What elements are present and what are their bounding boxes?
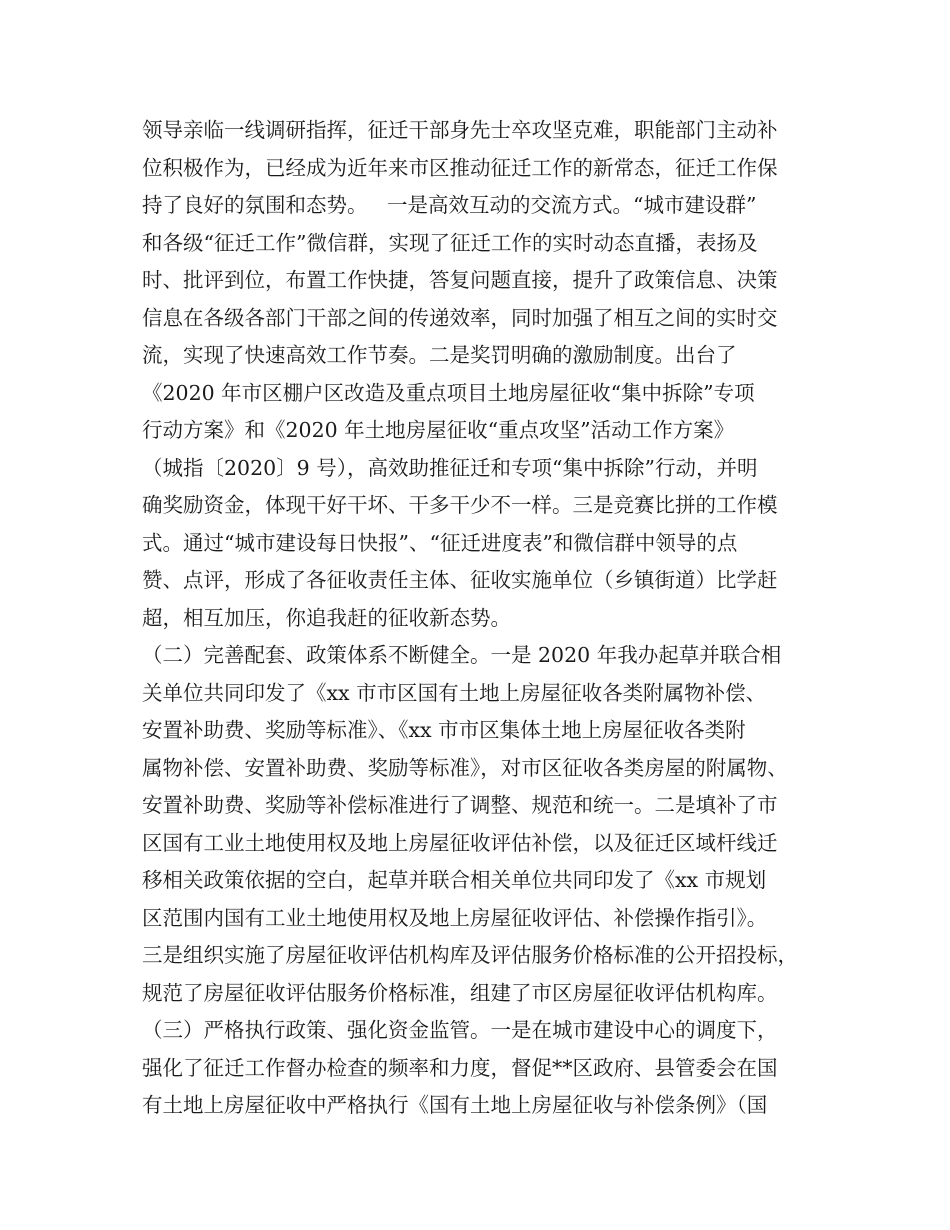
text-line: 有土地上房屋征收中严格执行《国有土地上房屋征收与补偿条例》（国 [142,1093,768,1117]
text-line: （城指〔2020〕9 号），高效助推征迁和专项“集中拆除”行动，并明 [142,455,758,480]
text-line: 区国有工业土地使用权及地上房屋征收评估补偿，以及征迁区域杆线迁 [142,830,778,855]
text-line: 三是组织实施了房屋征收评估机构库及评估服务价格标准的公开招投标， [142,943,798,967]
text-line: 行动方案》和《2020 年土地房屋征收“重点攻坚”活动工作方案》 [142,418,735,442]
text-line: 领导亲临一线调研指挥，征迁干部身先士卒攻坚克难，职能部门主动补 [142,118,778,142]
text-line: 式。通过“城市建设每日快报”、“征迁进度表”和微信群中领导的点 [142,530,738,555]
text-line: 区范围内国有工业土地使用权及地上房屋征收评估、补偿操作指引》。 [142,905,768,930]
text-line: 安置补助费、奖励等补偿标准进行了调整、规范和统一。二是填补了市 [142,793,778,817]
text-line: 安置补助费、奖励等标准》、《xx 市市区集体土地上房屋征收各类附 [142,718,746,742]
text-line: 属物补偿、安置补助费、奖励等标准》，对市区征收各类房屋的附属物、 [142,755,788,780]
text-line: 强化了征迁工作督办检查的频率和力度，督促**区政府、县管委会在国 [142,1055,778,1080]
text-line: （三）严格执行政策、强化资金监管。一是在城市建设中心的调度下， [142,1018,778,1042]
text-line: （二）完善配套、政策体系不断健全。一是 2020 年我办起草并联合相 [142,643,782,667]
text-line: 持了良好的氛围和态势。 一是高效互动的交流方式。“城市建设群” [142,193,757,217]
text-line: 流，实现了快速高效工作节奏。二是奖罚明确的激励制度。出台了 [142,343,737,367]
text-line: 移相关政策依据的空白，起草并联合相关单位共同印发了《xx 市规划 [142,868,767,892]
text-line: 赞、点评，形成了各征收责任主体、征收实施单位（乡镇街道）比学赶 [142,568,778,592]
text-line: 和各级“征迁工作”微信群，实现了征迁工作的实时动态直播，表扬及 [142,230,758,255]
text-line: 规范了房屋征收评估服务价格标准，组建了市区房屋征收评估机构库。 [142,980,778,1005]
text-line: 《2020 年市区棚户区改造及重点项目土地房屋征收“集中拆除”专项 [142,380,755,405]
body-text [142,112,822,1125]
text-line: 位积极作为，已经成为近年来市区推动征迁工作的新常态，征迁工作保 [142,155,778,180]
text-line: 信息在各级各部门干部之间的传递效率，同时加强了相互之间的实时交 [142,305,778,330]
text-line: 确奖励资金，体现干好干坏、干多干少不一样。三是竞赛比拼的工作模 [142,493,778,517]
text-line: 时、批评到位，布置工作快捷，答复问题直接，提升了政策信息、决策 [142,268,778,292]
text-line: 超，相互加压，你追我赶的征收新态势。 [142,605,511,630]
text-line: 关单位共同印发了《xx 市市区国有土地上房屋征收各类附属物补偿、 [142,680,767,705]
